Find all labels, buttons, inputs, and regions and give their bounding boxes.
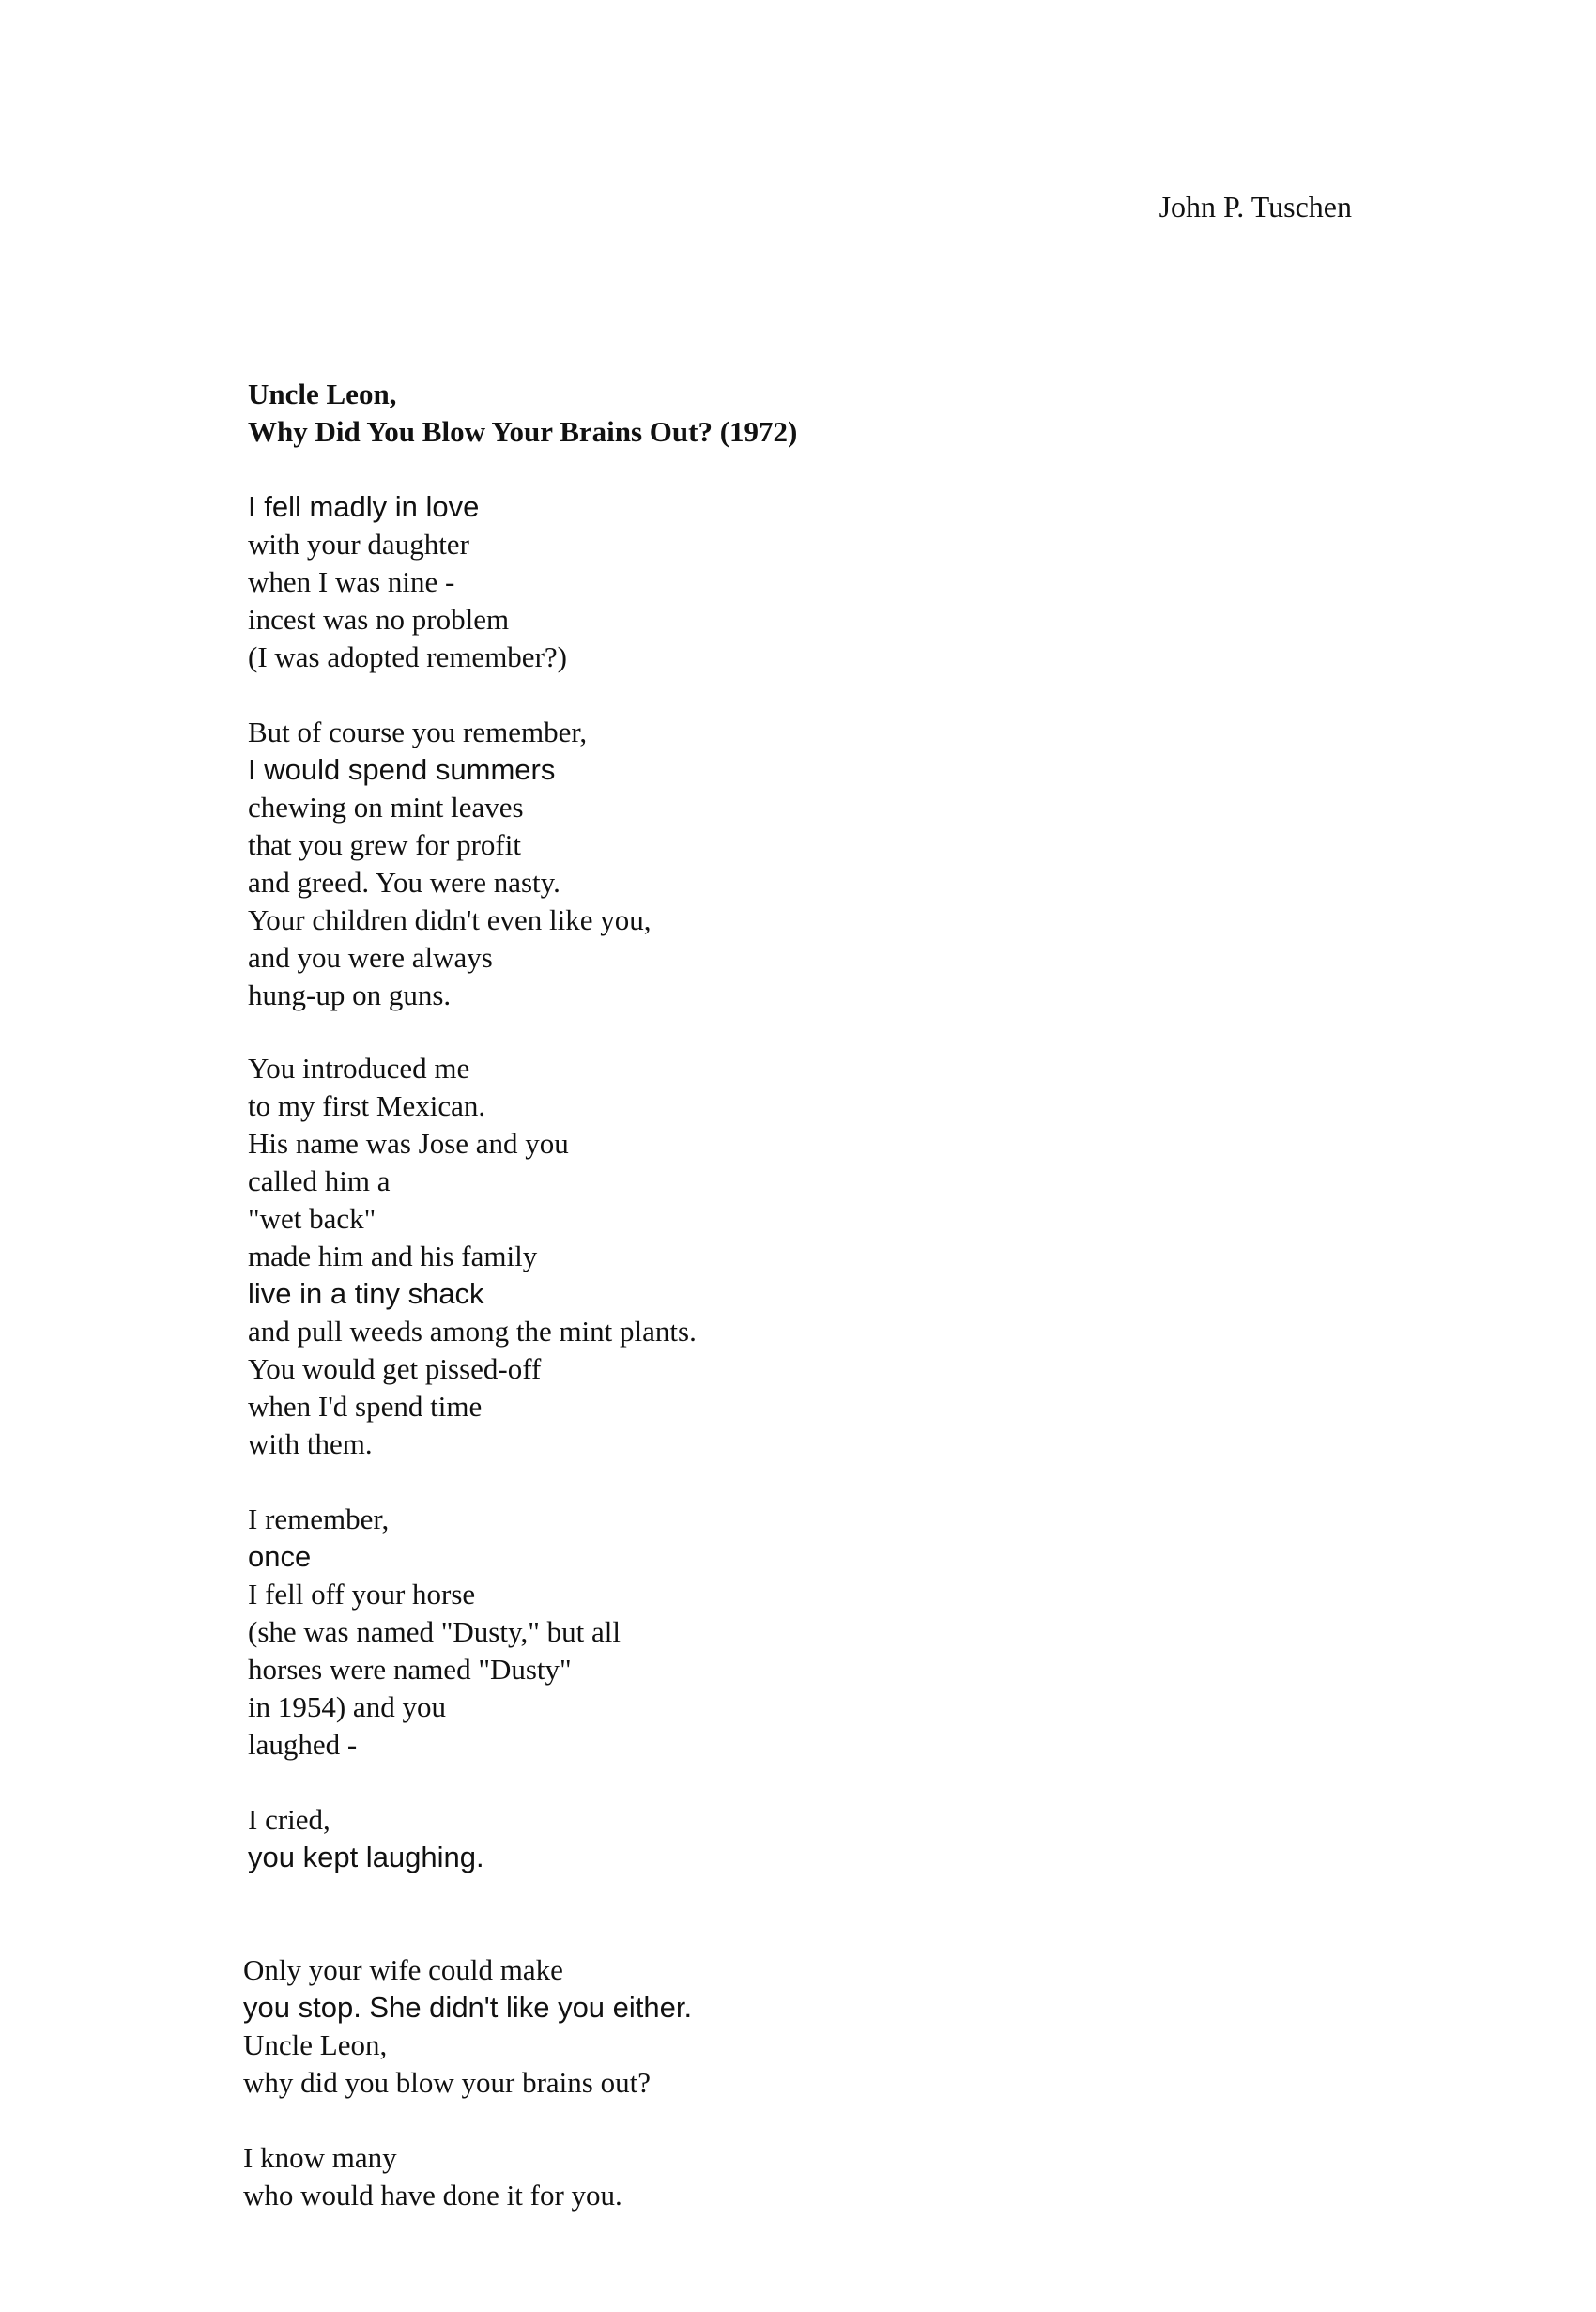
poem-line: live in a tiny shack bbox=[248, 1277, 484, 1310]
poem-title-line-2: Why Did You Blow Your Brains Out? (1972) bbox=[248, 415, 798, 448]
poem-line: to my first Mexican. bbox=[248, 1089, 486, 1122]
poem-line: I fell off your horse bbox=[248, 1578, 476, 1611]
poem-line: with them. bbox=[248, 1427, 373, 1460]
poem-line: with your daughter bbox=[248, 528, 469, 561]
poem-line: I fell madly in love bbox=[248, 490, 480, 523]
poem-line: you kept laughing. bbox=[248, 1841, 484, 1873]
poem-line: "wet back" bbox=[248, 1202, 376, 1235]
poem-line: in 1954) and you bbox=[248, 1690, 446, 1723]
poem-line: why did you blow your brains out? bbox=[243, 2066, 651, 2099]
poem-line: You introduced me bbox=[248, 1052, 470, 1085]
poem-line: hung-up on guns. bbox=[248, 979, 452, 1011]
poem-line: I cried, bbox=[248, 1803, 330, 1836]
poem-line: and pull weeds among the mint plants. bbox=[248, 1315, 697, 1348]
poem-line: who would have done it for you. bbox=[243, 2179, 622, 2212]
poem-line: chewing on mint leaves bbox=[248, 791, 524, 824]
poem-line: once bbox=[248, 1540, 312, 1573]
poem-line: But of course you remember, bbox=[248, 716, 588, 748]
poem-line: that you grew for profit bbox=[248, 828, 521, 861]
poem-line: (she was named "Dusty," but all bbox=[248, 1615, 621, 1648]
poem-line: when I was nine - bbox=[248, 565, 455, 598]
poem-line: Only your wife could make bbox=[243, 1953, 563, 1986]
poem-line: (I was adopted remember?) bbox=[248, 640, 567, 673]
poem-line: I would spend summers bbox=[248, 753, 556, 786]
poem-line: His name was Jose and you bbox=[248, 1127, 569, 1160]
poem-line: you stop. She didn't like you either. bbox=[243, 1991, 693, 2024]
poem-line: made him and his family bbox=[248, 1240, 538, 1272]
poem-line: I remember, bbox=[248, 1503, 390, 1535]
poem-line: Uncle Leon, bbox=[243, 2028, 388, 2061]
poem-line: You would get pissed-off bbox=[248, 1352, 542, 1385]
poem-line: I know many bbox=[243, 2141, 397, 2174]
author-name: John P. Tuschen bbox=[1159, 190, 1352, 223]
poem-title-line-1: Uncle Leon, bbox=[248, 378, 397, 410]
poem-line: when I'd spend time bbox=[248, 1390, 483, 1423]
poem-line: laughed - bbox=[248, 1728, 358, 1761]
poem-line: called him a bbox=[248, 1164, 391, 1197]
poem-line: incest was no problem bbox=[248, 603, 510, 636]
poem-line: and you were always bbox=[248, 941, 493, 974]
poem-line: Your children didn't even like you, bbox=[248, 903, 652, 936]
poem-line: and greed. You were nasty. bbox=[248, 866, 560, 899]
poem-line: horses were named "Dusty" bbox=[248, 1653, 572, 1686]
